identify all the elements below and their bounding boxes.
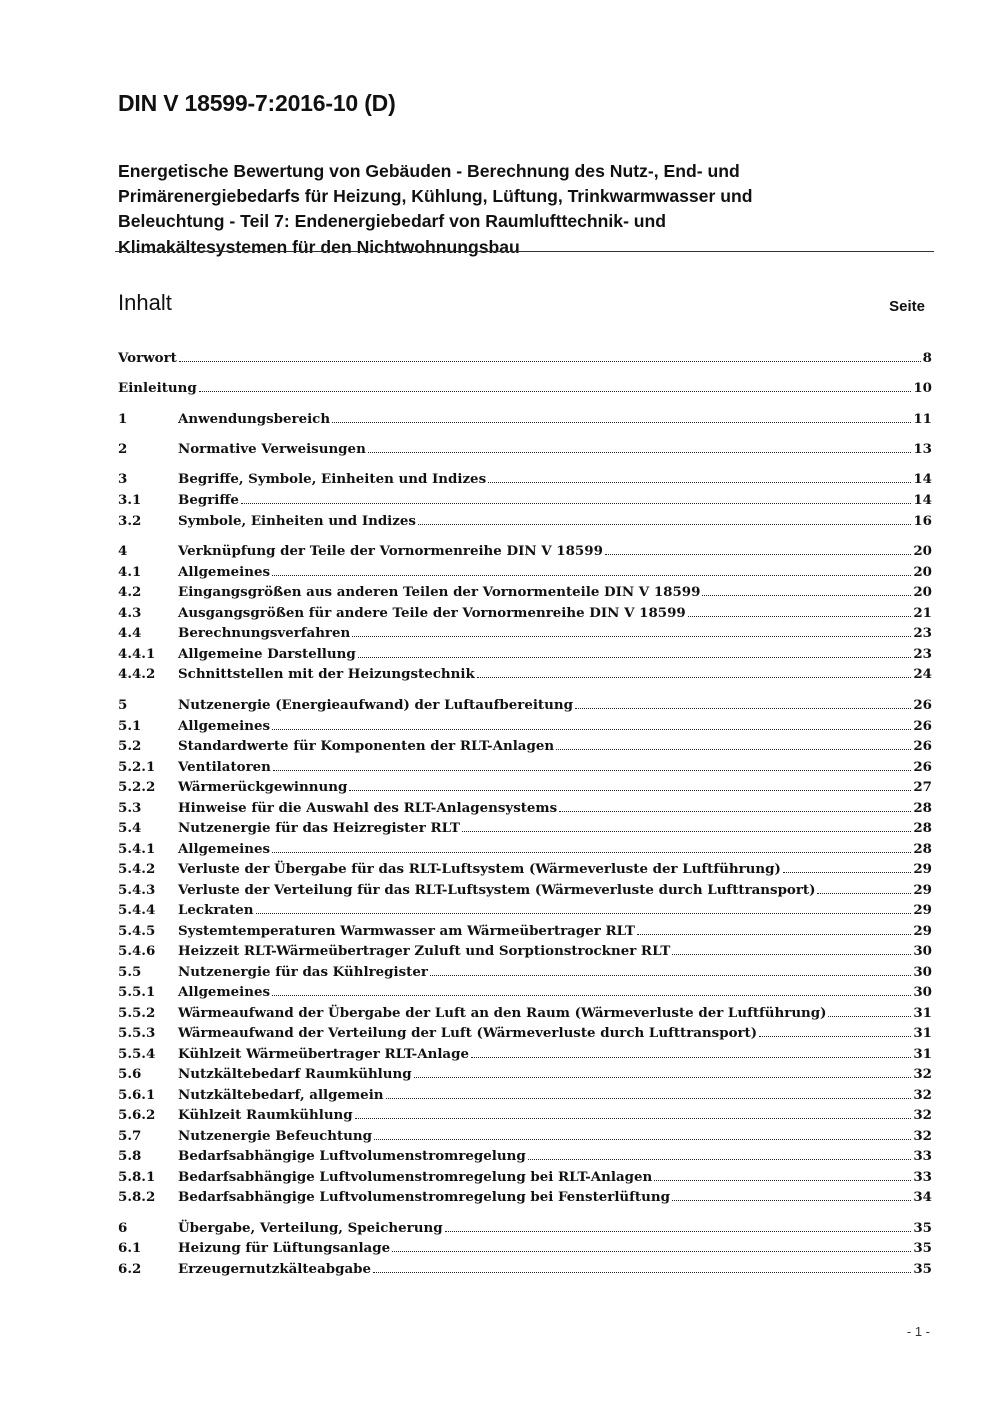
toc-entry[interactable] xyxy=(118,605,932,625)
toc-entry-title: Systemtemperaturen Warmwasser am Wärmeübertrager RLT xyxy=(178,923,635,939)
toc-dot-leader xyxy=(256,902,912,914)
toc-entry[interactable] xyxy=(118,471,932,491)
toc-entry-number: 6 xyxy=(118,1220,128,1236)
toc-entry-title: Verknüpfung der Teile der Vornormenreihe DIN V 18599 xyxy=(178,543,603,559)
toc-entry-number: 4.4.2 xyxy=(118,666,156,682)
toc-entry-number: 5.4.4 xyxy=(118,902,156,918)
toc-dot-leader xyxy=(637,923,911,935)
toc-entry[interactable] xyxy=(118,1005,932,1025)
toc-entry-number: 5.6.2 xyxy=(118,1107,156,1123)
toc-entry-page: 32 xyxy=(913,1107,932,1123)
toc-entry-title: Wärmeaufwand der Übergabe der Luft an den Raum (Wärmeverluste der Luftführung) xyxy=(178,1005,827,1021)
toc-entry-number: 5.2.1 xyxy=(118,759,156,775)
toc-entry-page: 11 xyxy=(913,411,932,427)
toc-entry-page: 29 xyxy=(913,902,932,918)
toc-dot-leader xyxy=(358,646,912,658)
toc-entry-number: 5 xyxy=(118,697,128,713)
toc-entry-number: 5.4.2 xyxy=(118,861,156,877)
toc-entry-page: 28 xyxy=(913,820,932,836)
toc-entry-title: Allgemeines xyxy=(178,841,271,857)
toc-entry-number: 5.5.2 xyxy=(118,1005,156,1021)
toc-entry-title: Leckraten xyxy=(178,902,254,918)
toc-entry-title: Heizung für Lüftungsanlage xyxy=(178,1240,391,1256)
toc-entry[interactable] xyxy=(118,738,932,758)
toc-entry-page: 23 xyxy=(913,625,932,641)
toc-entry-number: 5.2.2 xyxy=(118,779,156,795)
toc-entry-title: Allgemeines xyxy=(178,718,271,734)
toc-entry-title: Ausgangsgrößen für andere Teile der Vornormenreihe DIN V 18599 xyxy=(178,605,686,621)
toc-entry-page: 24 xyxy=(913,666,932,682)
toc-dot-leader xyxy=(355,1107,912,1119)
toc-entry-page: 29 xyxy=(913,923,932,939)
toc-dot-leader xyxy=(559,800,911,812)
toc-entry-number: 5.6 xyxy=(118,1066,142,1082)
toc-entry-title: Begriffe, Symbole, Einheiten und Indizes xyxy=(178,471,487,487)
toc-dot-leader xyxy=(386,1087,912,1099)
toc-dot-leader xyxy=(332,411,911,423)
toc-entry-title: Allgemeines xyxy=(178,984,271,1000)
toc-entry-title: Allgemeines xyxy=(178,564,271,580)
toc-entry-page: 26 xyxy=(913,738,932,754)
toc-entry-page: 35 xyxy=(913,1261,932,1277)
toc-dot-leader xyxy=(272,841,911,853)
toc-entry-number: 4.3 xyxy=(118,605,142,621)
toc-entry-title: Kühlzeit Raumkühlung xyxy=(178,1107,353,1123)
toc-entry-page: 30 xyxy=(913,984,932,1000)
toc-entry[interactable] xyxy=(118,380,932,400)
toc-dot-leader xyxy=(702,584,911,596)
toc-entry-number: 5.6.1 xyxy=(118,1087,156,1103)
toc-entry[interactable] xyxy=(118,543,932,563)
toc-entry-page: 23 xyxy=(913,646,932,662)
toc-entry[interactable] xyxy=(118,492,932,512)
toc-entry-page: 10 xyxy=(913,380,932,396)
toc-dot-leader xyxy=(374,1128,911,1140)
toc-entry-page: 21 xyxy=(913,605,932,621)
toc-entry[interactable] xyxy=(118,1169,932,1189)
toc-dot-leader xyxy=(272,718,911,730)
toc-entry[interactable] xyxy=(118,1128,932,1148)
toc-entry-number: 6.1 xyxy=(118,1240,142,1256)
toc-entry[interactable] xyxy=(118,1025,932,1045)
toc-entry[interactable] xyxy=(118,779,932,799)
toc-dot-leader xyxy=(828,1005,911,1017)
toc-entry-title: Nutzenergie für das Kühlregister xyxy=(178,964,428,980)
toc-entry-title: Erzeugernutzkälteabgabe xyxy=(178,1261,372,1277)
toc-dot-leader xyxy=(272,564,911,576)
toc-dot-leader xyxy=(783,861,912,873)
toc-entry[interactable] xyxy=(118,666,932,686)
toc-entry-title: Vorwort xyxy=(118,350,177,366)
toc-dot-leader xyxy=(373,1261,911,1273)
toc-entry[interactable] xyxy=(118,1087,932,1107)
toc-entry-number: 5.7 xyxy=(118,1128,142,1144)
toc-dot-leader xyxy=(418,513,911,525)
toc-entry-page: 26 xyxy=(913,697,932,713)
toc-entry-page: 35 xyxy=(913,1240,932,1256)
toc-entry-page: 14 xyxy=(913,492,932,508)
toc-entry-title: Allgemeine Darstellung xyxy=(178,646,356,662)
toc-dot-leader xyxy=(349,779,911,791)
toc-entry-title: Begriffe xyxy=(178,492,239,508)
toc-entry[interactable] xyxy=(118,964,932,984)
toc-entry-title: Wärmeaufwand der Verteilung der Luft (Wärmeverluste durch Lufttransport) xyxy=(178,1025,758,1041)
toc-entry-number: 4.4.1 xyxy=(118,646,156,662)
subtitle-line: Beleuchtung - Teil 7: Endenergiebedarf von Raumlufttechnik- und xyxy=(118,211,667,232)
toc-entry-title: Einleitung xyxy=(118,380,197,396)
toc-entry-title: Wärmerückgewinnung xyxy=(178,779,348,795)
toc-dot-leader xyxy=(477,666,912,678)
toc-entry-page: 35 xyxy=(913,1220,932,1236)
toc-entry-title: Verluste der Übergabe für das RLT-Luftsystem (Wärmeverluste der Luftführung) xyxy=(178,861,781,877)
toc-entry[interactable] xyxy=(118,984,932,1004)
toc-dot-leader xyxy=(759,1025,911,1037)
toc-entry-title: Hinweise für die Auswahl des RLT-Anlagensystems xyxy=(178,800,558,816)
toc-entry-title: Eingangsgrößen aus anderen Teilen der Vornormenteile DIN V 18599 xyxy=(178,584,701,600)
toc-entry[interactable] xyxy=(118,646,932,666)
toc-entry-page: 13 xyxy=(913,441,932,457)
toc-entry[interactable] xyxy=(118,1148,932,1168)
toc-entry-number: 5.8 xyxy=(118,1148,142,1164)
toc-entry[interactable] xyxy=(118,441,932,461)
toc-entry-number: 5.4.3 xyxy=(118,882,156,898)
toc-entry[interactable] xyxy=(118,943,932,963)
toc-entry-number: 5.4 xyxy=(118,820,142,836)
toc-entry-number: 5.5.3 xyxy=(118,1025,156,1041)
toc-dot-leader xyxy=(179,350,921,362)
toc-entry-number: 5.3 xyxy=(118,800,142,816)
toc-entry-title: Ventilatoren xyxy=(178,759,271,775)
toc-entry-page: 20 xyxy=(913,543,932,559)
toc-entry-page: 30 xyxy=(913,943,932,959)
toc-entry-page: 31 xyxy=(913,1025,932,1041)
toc-entry-number: 5.4.5 xyxy=(118,923,156,939)
toc-entry[interactable] xyxy=(118,1189,932,1209)
toc-dot-leader xyxy=(556,738,911,750)
toc-dot-leader xyxy=(273,759,911,771)
toc-entry-number: 4.4 xyxy=(118,625,142,641)
toc-dot-leader xyxy=(414,1066,912,1078)
toc-entry-number: 5.5.4 xyxy=(118,1046,156,1062)
toc-entry[interactable] xyxy=(118,513,932,533)
toc-entry-page: 14 xyxy=(913,471,932,487)
toc-entry-page: 28 xyxy=(913,800,932,816)
toc-entry[interactable] xyxy=(118,902,932,922)
toc-entry-number: 5.4.6 xyxy=(118,943,156,959)
toc-entry[interactable] xyxy=(118,625,932,645)
toc-dot-leader xyxy=(654,1169,911,1181)
toc-dot-leader xyxy=(688,605,912,617)
toc-entry[interactable] xyxy=(118,1066,932,1086)
toc-entry-title: Berechnungsverfahren xyxy=(178,625,351,641)
toc-entry-title: Bedarfsabhängige Luftvolumenstromregelung bei Fensterlüftung xyxy=(178,1189,670,1205)
subtitle-line: Primärenergiebedarfs für Heizung, Kühlung, Lüftung, Trinkwarmwasser und xyxy=(118,186,753,207)
toc-entry-title: Standardwerte für Komponenten der RLT-Anlagen xyxy=(178,738,555,754)
toc-entry[interactable] xyxy=(118,564,932,584)
toc-entry-number: 3.2 xyxy=(118,513,142,529)
toc-entry-title: Bedarfsabhängige Luftvolumenstromregelung xyxy=(178,1148,526,1164)
toc-entry-page: 20 xyxy=(913,564,932,580)
toc-heading: Inhalt xyxy=(118,290,172,315)
toc-entry-number: 5.2 xyxy=(118,738,142,754)
toc-dot-leader xyxy=(488,471,911,483)
toc-dot-leader xyxy=(368,441,912,453)
document-subtitle xyxy=(118,159,878,260)
toc-dot-leader xyxy=(471,1046,911,1058)
toc-entry[interactable] xyxy=(118,350,932,370)
toc-entry-title: Nutzenergie für das Heizregister RLT xyxy=(178,820,460,836)
toc-entry[interactable] xyxy=(118,1240,932,1260)
page-column-heading: Seite xyxy=(889,298,925,315)
toc-dot-leader xyxy=(352,625,911,637)
toc-entry-title: Nutzenergie (Energieaufwand) der Luftaufbereitung xyxy=(178,697,573,713)
toc-entry-title: Anwendungsbereich xyxy=(178,411,331,427)
toc-entry-number: 5.8.1 xyxy=(118,1169,156,1185)
toc-entry-page: 29 xyxy=(913,882,932,898)
toc-entry-page: 31 xyxy=(913,1005,932,1021)
toc-entry-page: 16 xyxy=(913,513,932,529)
toc-entry-number: 5.5.1 xyxy=(118,984,156,1000)
toc-entry[interactable] xyxy=(118,584,932,604)
toc-entry-title: Normative Verweisungen xyxy=(178,441,366,457)
toc-entry-title: Heizzeit RLT-Wärmeübertrager Zuluft und Sorptionstrockner RLT xyxy=(178,943,671,959)
toc-entry-page: 28 xyxy=(913,841,932,857)
toc-entry-number: 5.8.2 xyxy=(118,1189,156,1205)
toc-entry-page: 27 xyxy=(913,779,932,795)
toc-entry-page: 30 xyxy=(913,964,932,980)
toc-entry[interactable] xyxy=(118,882,932,902)
toc-entry-number: 4 xyxy=(118,543,128,559)
toc-entry[interactable] xyxy=(118,1261,932,1281)
toc-entry[interactable] xyxy=(118,841,932,861)
toc-entry-number: 2 xyxy=(118,441,128,457)
toc-entry[interactable] xyxy=(118,411,932,431)
toc-entry-page: 26 xyxy=(913,718,932,734)
subtitle-line: Energetische Bewertung von Gebäuden - Berechnung des Nutz-, End- und xyxy=(118,161,740,181)
toc-dot-leader xyxy=(528,1148,912,1160)
toc-entry-number: 5.4.1 xyxy=(118,841,156,857)
toc-entry-number: 3 xyxy=(118,471,128,487)
toc-dot-leader xyxy=(241,492,912,504)
toc-entry-title: Schnittstellen mit der Heizungstechnik xyxy=(178,666,475,682)
toc-entry-page: 20 xyxy=(913,584,932,600)
toc-entry[interactable] xyxy=(118,923,932,943)
toc-dot-leader xyxy=(605,543,911,555)
toc-dot-leader xyxy=(445,1220,912,1232)
toc-entry-page: 29 xyxy=(913,861,932,877)
toc-dot-leader xyxy=(199,380,912,392)
toc-entry[interactable] xyxy=(118,759,932,779)
toc-dot-leader xyxy=(672,943,911,955)
toc-entry[interactable] xyxy=(118,861,932,881)
toc-entry-page: 26 xyxy=(913,759,932,775)
toc-dot-leader xyxy=(817,882,911,894)
toc-entry-number: 4.1 xyxy=(118,564,142,580)
toc-entry-page: 8 xyxy=(922,350,932,366)
toc-entry-title: Nutzkältebedarf Raumkühlung xyxy=(178,1066,412,1082)
toc-entry-number: 4.2 xyxy=(118,584,142,600)
document-id: DIN V 18599-7:2016-10 (D) xyxy=(118,90,396,116)
toc-entry[interactable] xyxy=(118,697,932,717)
toc-entry-page: 32 xyxy=(913,1087,932,1103)
toc-entry-number: 6.2 xyxy=(118,1261,142,1277)
toc-entry-title: Kühlzeit Wärmeübertrager RLT-Anlage xyxy=(178,1046,469,1062)
toc-entry-page: 32 xyxy=(913,1066,932,1082)
toc-entry[interactable] xyxy=(118,1220,932,1240)
toc-entry-page: 33 xyxy=(913,1148,932,1164)
toc-dot-leader xyxy=(272,984,911,996)
toc-entry-number: 5.1 xyxy=(118,718,142,734)
toc-entry-page: 32 xyxy=(913,1128,932,1144)
toc-entry[interactable] xyxy=(118,800,932,820)
toc-entry-title: Nutzkältebedarf, allgemein xyxy=(178,1087,384,1103)
page-number: - 1 - xyxy=(906,1324,930,1339)
toc-entry-title: Verluste der Verteilung für das RLT-Luftsystem (Wärmeverluste durch Lufttransport) xyxy=(178,882,816,898)
toc-entry-number: 5.5 xyxy=(118,964,142,980)
toc-entry[interactable] xyxy=(118,820,932,840)
toc-dot-leader xyxy=(462,820,911,832)
title-divider xyxy=(115,251,934,252)
toc-entry-title: Nutzenergie Befeuchtung xyxy=(178,1128,372,1144)
toc-dot-leader xyxy=(672,1189,911,1201)
toc-entry[interactable] xyxy=(118,1107,932,1127)
toc-entry-number: 1 xyxy=(118,411,128,427)
toc-entry-page: 34 xyxy=(913,1189,932,1205)
toc-dot-leader xyxy=(575,697,911,709)
toc-dot-leader xyxy=(392,1240,911,1252)
toc-entry-title: Übergabe, Verteilung, Speicherung xyxy=(178,1220,443,1236)
toc-entry-number: 3.1 xyxy=(118,492,142,508)
toc-entry-page: 33 xyxy=(913,1169,932,1185)
toc-entry-title: Symbole, Einheiten und Indizes xyxy=(178,513,416,529)
toc-dot-leader xyxy=(430,964,911,976)
toc-entry-page: 31 xyxy=(913,1046,932,1062)
toc-entry[interactable] xyxy=(118,718,932,738)
subtitle-line: Klimakältesystemen für den Nichtwohnungsbau xyxy=(118,236,520,257)
toc-entry-title: Bedarfsabhängige Luftvolumenstromregelung bei RLT-Anlagen xyxy=(178,1169,653,1185)
toc-entry[interactable] xyxy=(118,1046,932,1066)
